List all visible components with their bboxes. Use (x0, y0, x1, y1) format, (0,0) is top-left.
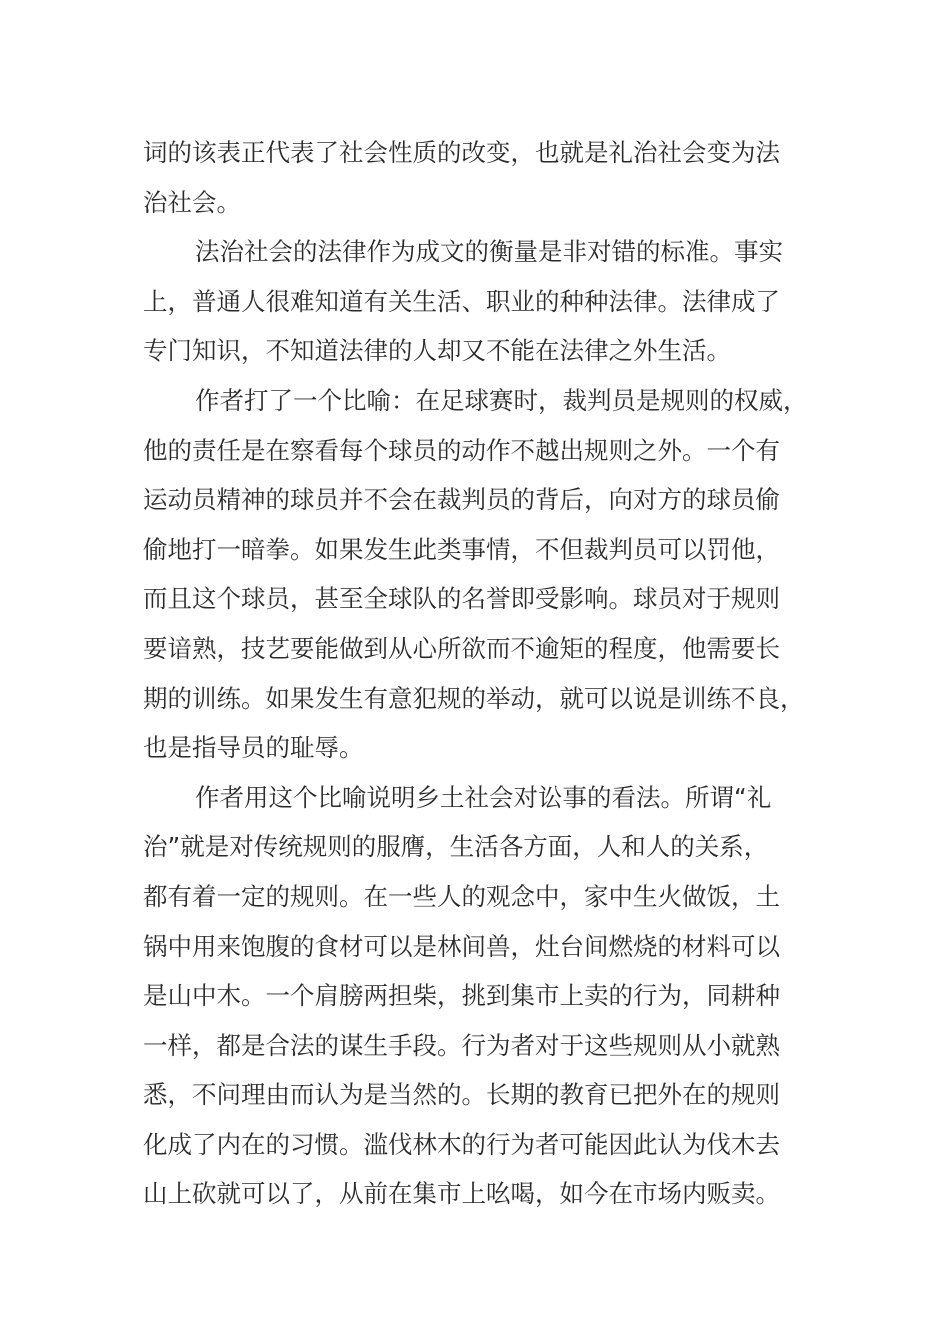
text-line: 他的责任是在察看每个球员的动作不越出规则之外。一个有 (143, 435, 780, 465)
text-line: 而且这个球员，甚至全球队的名誉即受影响。球员对于规则 (143, 584, 780, 614)
text-line: 要谙熟，技艺要能做到从心所欲而不逾矩的程度，他需要长 (143, 633, 780, 663)
text-line: 化成了内在的习惯。滥伐林木的行为者可能因此认为伐木去 (143, 1129, 780, 1159)
text-line: 上，普通人很难知道有关生活、职业的种种法律。法律成了 (143, 286, 780, 316)
text-line: 悉，不问理由而认为是当然的。长期的教育已把外在的规则 (143, 1080, 780, 1110)
text-line: 治”就是对传统规则的服膺，生活各方面，人和人的关系， (143, 832, 769, 862)
text-line: 作者打了一个比喻：在足球赛时，裁判员是规则的权威， (195, 385, 808, 415)
body-text (143, 128, 823, 1219)
text-line: 词的该表正代表了社会性质的改变，也就是礼治社会变为法 (143, 138, 780, 167)
text-line: 专门知识，不知道法律的人却又不能在法律之外生活。 (143, 336, 731, 366)
text-line: 运动员精神的球员并不会在裁判员的背后，向对方的球员偷 (143, 485, 780, 515)
text-line: 期的训练。如果发生有意犯规的举动，就可以说是训练不良， (143, 683, 805, 713)
text-line: 法治社会的法律作为成文的衡量是非对错的标准。事实 (195, 237, 783, 267)
text-line: 偷地打一暗拳。如果发生此类事情，不但裁判员可以罚他， (143, 534, 780, 564)
text-line: 都有着一定的规则。在一些人的观念中，家中生火做饭，土 (143, 881, 780, 911)
text-line: 治社会。 (143, 187, 241, 217)
text-line: 一样，都是合法的谋生手段。行为者对于这些规则从小就熟 (143, 1030, 780, 1060)
text-line: 作者用这个比喻说明乡土社会对讼事的看法。所谓“礼 (195, 782, 772, 812)
text-line: 是山中木。一个肩膀两担柴，挑到集市上卖的行为，同耕种 (143, 981, 780, 1011)
text-line: 锅中用来饱腹的食材可以是林间兽，灶台间燃烧的材料可以 (143, 931, 780, 961)
text-line: 山上砍就可以了，从前在集市上吆喝，如今在市场内贩卖。 (143, 1179, 780, 1209)
text-line: 也是指导员的耻辱。 (143, 733, 364, 763)
